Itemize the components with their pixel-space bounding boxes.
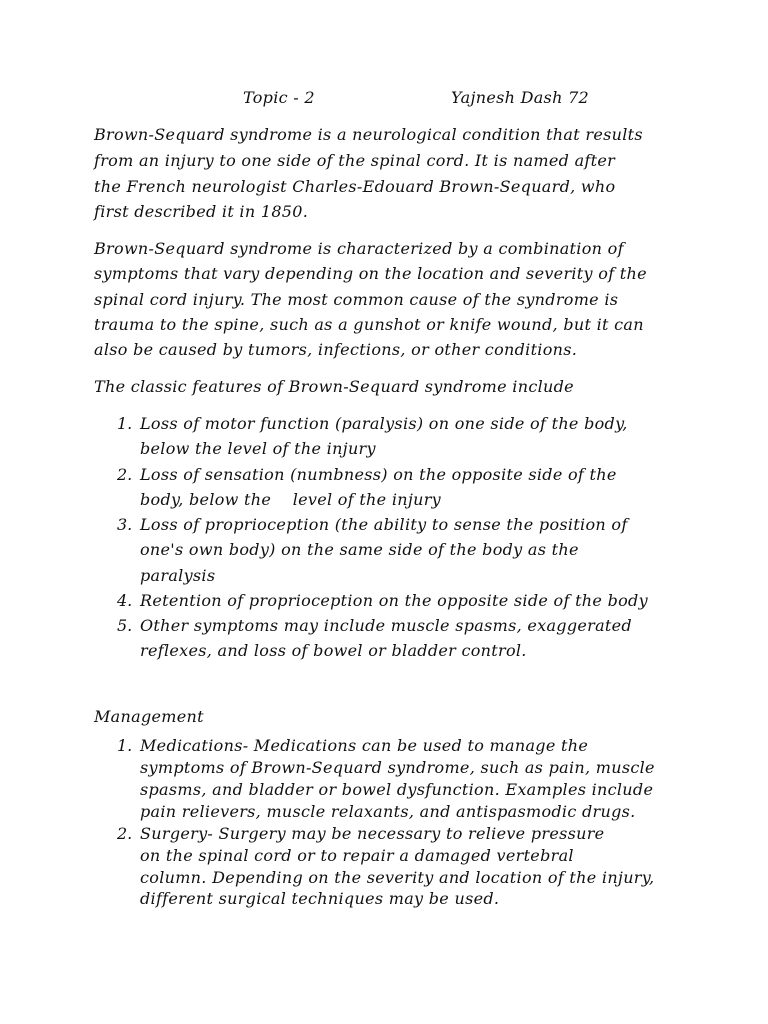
paragraph-2-line: also be caused by tumors, infections, or other conditions. [94, 340, 578, 359]
paragraph-1-line: the French neurologist Charles-Edouard Brown-Sequard, who [94, 177, 616, 196]
management-item-line: symptoms of Brown-Sequard syndrome, such as pain, muscle [140, 758, 655, 777]
feature-item-line: Loss of motor function (paralysis) on one side of the body, [140, 414, 628, 433]
paragraph-1-line: Brown-Sequard syndrome is a neurological condition that results [94, 125, 643, 144]
feature-item-line: Loss of sensation (numbness) on the opposite side of the [140, 465, 617, 484]
list-number: 5. [117, 616, 133, 635]
paragraph-2-line: Brown-Sequard syndrome is characterized by a combination of [94, 239, 624, 258]
feature-item-line: body, below the level of the injury [140, 490, 441, 509]
features-intro: The classic features of Brown-Sequard syndrome include [94, 377, 574, 396]
management-item-line: column. Depending on the severity and location of the injury, [140, 868, 655, 887]
paragraph-2-line: symptoms that vary depending on the location and severity of the [94, 264, 647, 283]
topic-label: Topic - 2 [243, 88, 315, 107]
list-number: 1. [117, 736, 133, 755]
management-item-line: different surgical techniques may be used. [140, 889, 500, 908]
paragraph-2-line: trauma to the spine, such as a gunshot or knife wound, but it can [94, 315, 644, 334]
feature-item-line: Retention of proprioception on the opposite side of the body [140, 591, 648, 610]
paragraph-2-line: spinal cord injury. The most common cause of the syndrome is [94, 290, 619, 309]
feature-item-line: paralysis [140, 566, 216, 585]
paragraph-1-line: first described it in 1850. [94, 202, 309, 221]
management-item-line: spasms, and bladder or bowel dysfunction. Examples include [140, 780, 654, 799]
list-number: 2. [117, 465, 133, 484]
feature-item-line: one's own body) on the same side of the body as the [140, 540, 579, 559]
management-item-line: Surgery- Surgery may be necessary to relieve pressure [140, 824, 605, 843]
paragraph-1-line: from an injury to one side of the spinal cord. It is named after [94, 151, 616, 170]
list-number: 4. [117, 591, 133, 610]
list-number: 2. [117, 824, 133, 843]
management-heading: Management [94, 707, 204, 726]
management-item-line: pain relievers, muscle relaxants, and antispasmodic drugs. [140, 802, 636, 821]
list-number: 3. [117, 515, 133, 534]
list-number: 1. [117, 414, 133, 433]
feature-item-line: Loss of proprioception (the ability to sense the position of [140, 515, 628, 534]
feature-item-line: Other symptoms may include muscle spasms, exaggerated [140, 616, 632, 635]
management-item-line: Medications- Medications can be used to manage the [140, 736, 589, 755]
feature-item-line: reflexes, and loss of bowel or bladder control. [140, 641, 527, 660]
management-item-line: on the spinal cord or to repair a damaged vertebral [140, 846, 574, 865]
author-label: Yajnesh Dash 72 [451, 88, 590, 107]
feature-item-line: below the level of the injury [140, 439, 376, 458]
